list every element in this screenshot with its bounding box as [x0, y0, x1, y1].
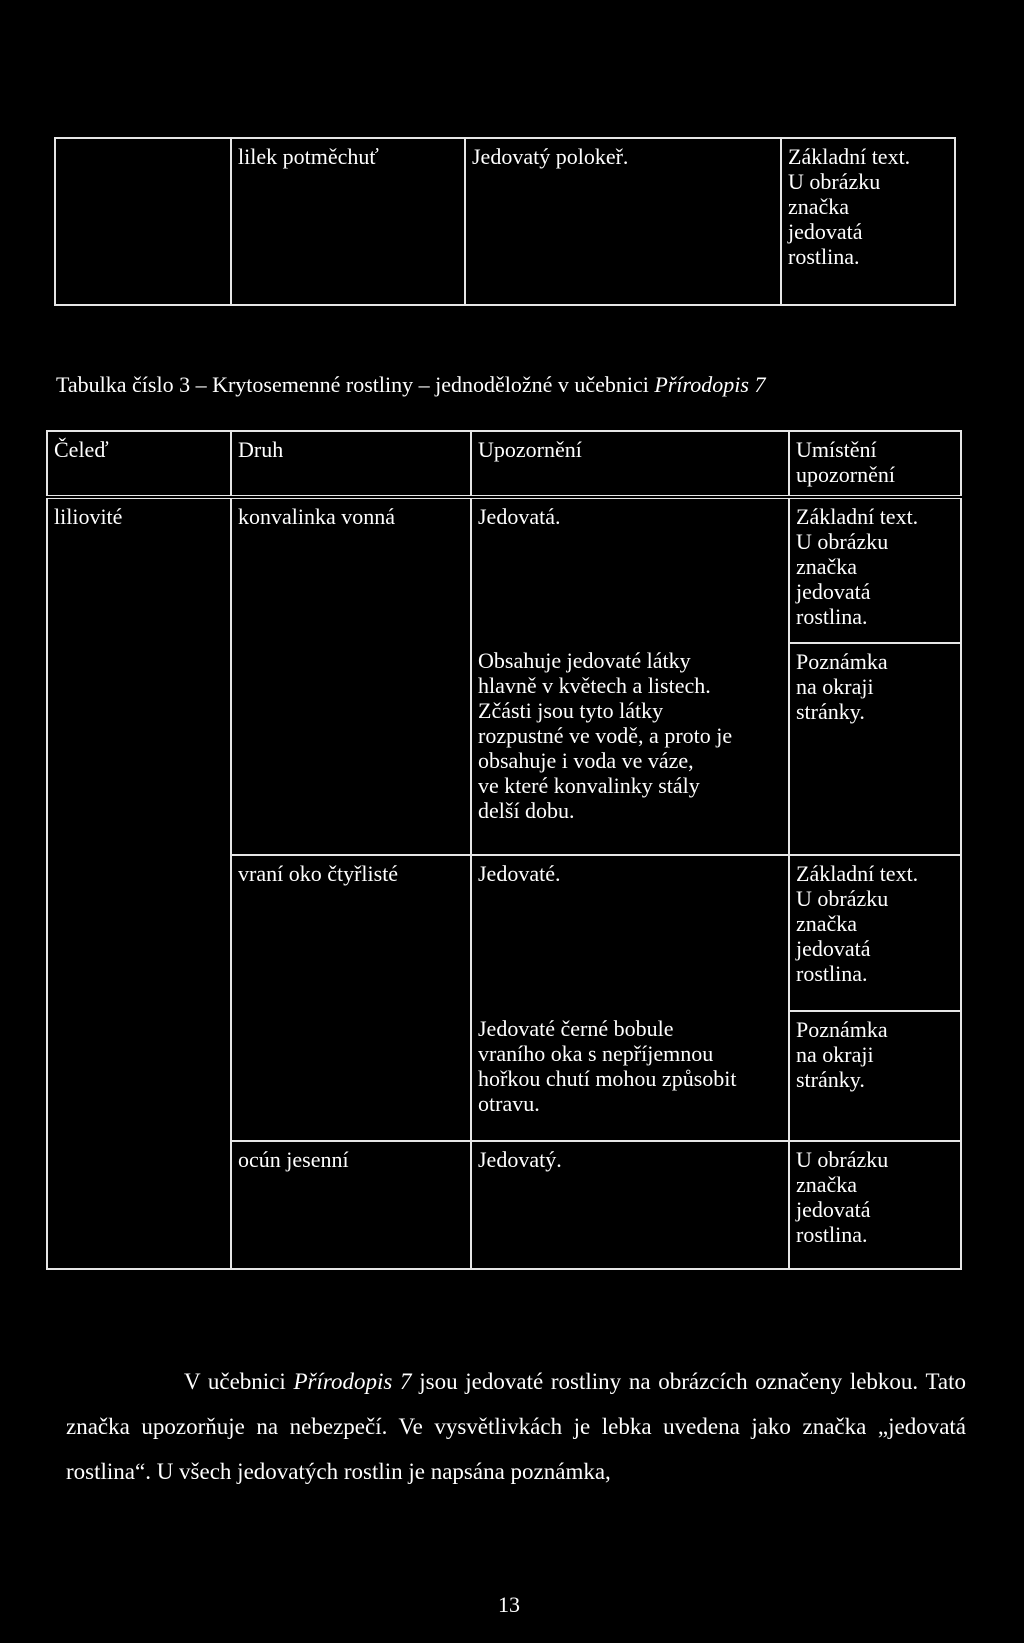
header-druh: Druh	[231, 431, 471, 497]
table-cell-upozorneni: Jedovatá.	[471, 497, 789, 643]
table-cell-druh: lilek potměchuť	[231, 138, 465, 305]
table-cell-umisteni: Základní text. U obrázku značka jedovatá rostlina.	[789, 497, 961, 643]
table-cell-upozorneni: Jedovaté černé bobule vraního oka s nepříjemnou hořkou chutí mohou způsobit otravu.	[471, 1011, 789, 1141]
body-paragraph	[66, 1359, 966, 1494]
table-header-row	[47, 431, 961, 497]
table-cell-umisteni: Základní text. U obrázku značka jedovatá rostlina.	[781, 138, 955, 305]
table-caption	[56, 372, 765, 398]
table-cell-celed	[55, 138, 231, 305]
header-umisteni: Umístění upozornění	[789, 431, 961, 497]
table-cell-celed: liliovité	[47, 497, 231, 1269]
table-cell-druh: vraní oko čtyřlisté	[231, 855, 471, 1141]
paragraph-part-2: jsou jedovaté rostliny na obrázcích označeny lebkou. Tato značka upozorňuje na nebezpečí. Ve vysvětlivkách je lebka uvedena jako značka „jedovatá rostlina“. U všech jedovatých rostlin je napsána poznámka,	[66, 1369, 967, 1484]
table-cell-upozorneni: Obsahuje jedovaté látky hlavně v květech a listech. Zčásti jsou tyto látky rozpustné ve vodě, a proto je obsahuje i voda ve váze, ve které konvalinky stály delší dobu.	[471, 643, 789, 855]
previous-table-fragment	[54, 137, 956, 306]
paragraph-book-title: Přírodopis 7	[293, 1369, 412, 1394]
table-cell-upozorneni: Jedovaté.	[471, 855, 789, 1011]
table-cell-umisteni: Základní text. U obrázku značka jedovatá rostlina.	[789, 855, 961, 1011]
table-cell-upozorneni: Jedovatý polokeř.	[465, 138, 781, 305]
table-cell-druh: ocún jesenní	[231, 1141, 471, 1269]
paragraph-part-1: V učebnici	[184, 1369, 294, 1394]
table-cell-upozorneni: Jedovatý.	[471, 1141, 789, 1269]
page-number: 13	[498, 1592, 520, 1617]
caption-text: Tabulka číslo 3 – Krytosemenné rostliny – jednoděložné v učebnici	[56, 372, 655, 397]
header-celed: Čeleď	[47, 431, 231, 497]
header-upozorneni: Upozornění	[471, 431, 789, 497]
table-cell-umisteni: Poznámka na okraji stránky.	[789, 1011, 961, 1141]
table-row	[47, 497, 961, 643]
table-cell-umisteni: Poznámka na okraji stránky.	[789, 643, 961, 855]
caption-book-title: Přírodopis 7	[654, 372, 766, 397]
poisonous-plants-table	[46, 430, 962, 1270]
paragraph-text	[66, 1359, 966, 1494]
table-cell-umisteni: U obrázku značka jedovatá rostlina.	[789, 1141, 961, 1269]
table-row	[55, 138, 955, 305]
table-cell-druh: konvalinka vonná	[231, 497, 471, 855]
